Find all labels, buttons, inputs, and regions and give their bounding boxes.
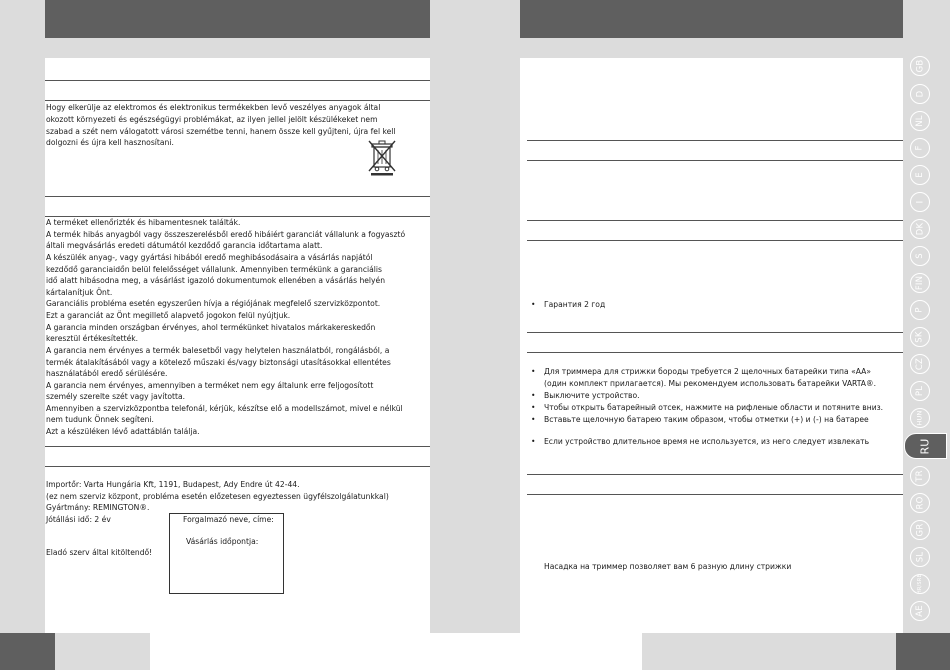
battery-bullet: • Выключите устройство. xyxy=(544,390,640,402)
text-line: Garanciális probléma esetén egyszerűen hívja a régiójának megfelelő szervizközpontot. xyxy=(46,299,381,308)
text-line: termék átalakításából vagy a kötelező műszaki és/vagy biztonsági utasításokkal ellentétes xyxy=(46,358,391,367)
text-line: kezdődő garanciaidőn belül felelősséget vállalunk. Amennyiben termékünk a garanciális xyxy=(46,265,382,274)
tab-gr[interactable]: GR xyxy=(910,520,930,540)
footer-white-left xyxy=(150,633,475,670)
crossed-out-bin-icon xyxy=(365,138,399,176)
battery-bullet: • Вставьте щелочную батарею таким образом, чтобы отметки (+) и (-) на батарее xyxy=(544,414,869,426)
tab-ru[interactable]: RU xyxy=(904,433,947,459)
text-line: A garancia nem érvényes a termék balesetből vagy helytelen használatból, rongálásból, a xyxy=(46,346,390,355)
text-line: személy szerelte szét vagy javította. xyxy=(46,392,186,401)
tab-p[interactable]: P xyxy=(910,300,930,320)
text-line: nem tudunk Önnek segíteni. xyxy=(46,415,154,424)
tab-hr-srb[interactable]: HR/SRB xyxy=(910,574,930,594)
seller-fill-note: Eladó szerv által kitöltendő! xyxy=(46,548,153,557)
text-line: általi megvásárlás eredeti dátumától kezdődő garancia időtartama alatt. xyxy=(46,241,323,250)
tab-s[interactable]: S xyxy=(910,246,930,266)
text-line: A terméket ellenőrizték és hibamentesnek találták. xyxy=(46,218,241,227)
text-line: szabad a szét nem válogatott városi szemétbe tenni, hanem össze kell gyűjteni, újra fel kell xyxy=(46,127,396,136)
text-line: (ez nem szerviz központ, probléma esetén előzetesen egyeztessen ügyfélszolgálatunkkal) xyxy=(46,492,389,501)
battery-bullet: • Для триммера для стрижки бороды требуется 2 щелочных батарейки типа «AA» xyxy=(544,366,871,378)
tab-f[interactable]: F xyxy=(910,138,930,158)
text-line: dolgozni és újra kell hasznosítani. xyxy=(46,138,174,147)
center-spine-left xyxy=(430,0,475,670)
divider xyxy=(45,466,430,467)
tab-hun[interactable]: HUN xyxy=(910,408,930,428)
text-line: A garancia minden országban érvényes, ahol termékünket hivatalos márkakereskedőn xyxy=(46,323,376,332)
battery-bullet: • Чтобы открыть батарейный отсек, нажмите на рифленые области и потяните вниз. xyxy=(544,402,883,414)
tab-pl[interactable]: PL xyxy=(910,381,930,401)
divider xyxy=(527,474,903,475)
text-line: Amennyiben a szervizközpontba telefonál, kérjük, készítse elő a modellszámot, mivel e nélkül xyxy=(46,404,403,413)
tab-ae[interactable]: AE xyxy=(910,601,930,621)
divider xyxy=(45,446,430,447)
divider xyxy=(45,196,430,197)
text-line: Importőr: Varta Hungária Kft, 1191, Budapest, Ady Endre út 42-44. xyxy=(46,480,300,489)
text-line: keresztül értékesítették. xyxy=(46,334,139,343)
divider xyxy=(45,80,430,81)
tab-sl[interactable]: SL xyxy=(910,547,930,567)
tab-ro[interactable]: RO xyxy=(910,493,930,513)
language-tabs xyxy=(907,56,947,626)
battery-bullet-cont: (один комплект прилагается). Мы рекомендуем использовать батарейки VARTA®. xyxy=(544,379,876,388)
text-line: A készülék anyag-, vagy gyártási hibából eredő meghibásodásaira a vásárlás napjától xyxy=(46,253,373,262)
text-line: Ezt a garanciát az Önt megillető alapvető jogokon felül nyújtjuk. xyxy=(46,311,291,320)
left-header-bar xyxy=(45,0,430,38)
divider xyxy=(527,352,903,353)
text-line: A garancia nem érvényes, amennyiben a terméket nem egy általunk erre feljogosított xyxy=(46,381,374,390)
tab-dk[interactable]: DK xyxy=(910,219,930,239)
tab-i[interactable]: I xyxy=(910,192,930,212)
divider xyxy=(45,100,430,101)
tab-fin[interactable]: FIN xyxy=(910,273,930,293)
purchase-date-label: Vásárlás időpontja: xyxy=(186,537,259,546)
text-line: kártalanítjuk Önt. xyxy=(46,288,113,297)
left-page-number-block xyxy=(0,633,55,670)
text-line: idő alatt hibásodna meg, a vásárlást igazoló dokumentumok ellenében a vásárlás helyén xyxy=(46,276,386,285)
tab-d[interactable]: D xyxy=(910,84,930,104)
footer-white-right xyxy=(475,633,642,670)
right-header-bar xyxy=(520,0,903,38)
text-line: okozott környezeti és egészségügyi problémákat, az ilyen jellel jelölt készülékeket nem xyxy=(46,115,378,124)
text-line: Gyártmány: REMINGTON®. xyxy=(46,503,150,512)
divider xyxy=(527,494,903,495)
comb-text: Насадка на триммер позволяет вам 6 разную длину стрижки xyxy=(544,562,792,571)
tab-cz[interactable]: CZ xyxy=(910,354,930,374)
divider xyxy=(527,332,903,333)
distributor-label: Forgalmazó neve, címe: xyxy=(183,515,274,524)
battery-bullet: • Если устройство длительное время не используется, из него следует извлекать xyxy=(544,436,869,448)
warranty-period: Jótállási idő: 2 év xyxy=(46,515,111,524)
text-line: használatából eredő sérülésére. xyxy=(46,369,168,378)
content-right-bg xyxy=(520,58,903,633)
divider xyxy=(527,240,903,241)
tab-gb[interactable]: GB xyxy=(910,56,930,76)
divider xyxy=(527,220,903,221)
left-margin-band xyxy=(0,0,45,670)
divider xyxy=(527,140,903,141)
right-page-number-block xyxy=(896,633,950,670)
tab-e[interactable]: E xyxy=(910,165,930,185)
tab-sk[interactable]: SK xyxy=(910,327,930,347)
center-spine-right xyxy=(475,0,520,670)
text-line: A termék hibás anyagból vagy összeszerelésből eredő hibáiért garanciát vállalunk a fogyasztó xyxy=(46,230,406,239)
warranty-bullet: • Гарантия 2 год xyxy=(544,299,605,311)
tab-nl[interactable]: NL xyxy=(910,111,930,131)
tab-tr[interactable]: TR xyxy=(910,466,930,486)
text-line: Hogy elkerülje az elektromos és elektronikus termékekben levő veszélyes anyagok által xyxy=(46,103,381,112)
text-line: Azt a készüléken lévő adattáblán találja. xyxy=(46,427,200,436)
divider xyxy=(527,160,903,161)
